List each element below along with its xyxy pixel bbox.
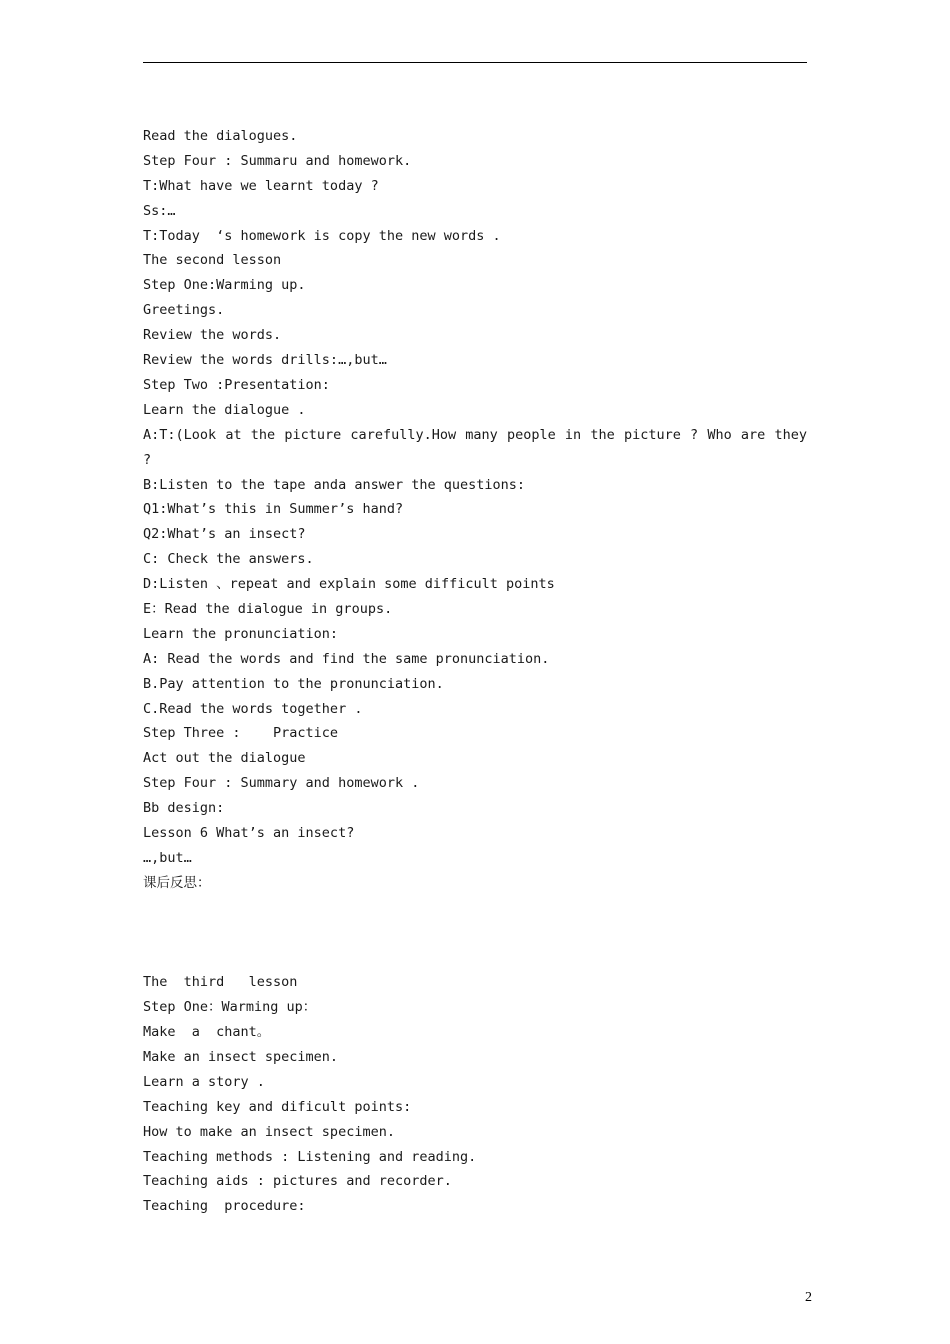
text-line: T:What have we learnt today ?: [143, 177, 379, 194]
text-line: Greetings.: [143, 302, 225, 319]
text-line: B:Listen to the tape anda answer the questions:: [143, 476, 526, 493]
text-line: A:T:(Look at the picture carefully.How many people in the picture ? Who are they ?: [143, 426, 807, 468]
text-line: Step Four : Summaru and homework.: [143, 152, 412, 169]
text-line: E：Read the dialogue in groups.: [143, 600, 393, 617]
text-line: C: Check the answers.: [143, 551, 314, 568]
text-line: Act out the dialogue: [143, 750, 306, 767]
text-line: Teaching key and dificult points:: [143, 1098, 412, 1115]
text-line: Ss:…: [143, 202, 176, 219]
text-line: B.Pay attention to the pronunciation.: [143, 675, 444, 692]
text-line: Q1:What’s this in Summer’s hand?: [143, 501, 404, 518]
text-line: Step Two :Presentation:: [143, 376, 330, 393]
text-line: T:Today ‘s homework is copy the new words .: [143, 227, 501, 244]
text-line: Review the words.: [143, 327, 282, 344]
text-line: Learn a story .: [143, 1073, 265, 1090]
text-line: Make an insect specimen.: [143, 1049, 339, 1065]
text-line: D:Listen 、repeat and explain some difficult points: [143, 576, 555, 593]
text-line: Teaching procedure:: [143, 1198, 306, 1215]
text-line: Learn the dialogue .: [143, 401, 306, 418]
text-line: 课后反思：: [143, 874, 211, 891]
blank-space: [143, 896, 807, 971]
text-line: Lesson 6 What’s an insect?: [143, 824, 355, 841]
page-number: 2: [805, 1290, 812, 1305]
text-line: The second lesson: [143, 252, 282, 269]
text-line: Make a chant。: [143, 1024, 271, 1041]
text-line: Bb design:: [143, 800, 225, 817]
text-line: How to make an insect specimen.: [143, 1123, 395, 1140]
text-line: Teaching aids : pictures and recorder.: [143, 1173, 452, 1190]
text-line: Read the dialogues.: [143, 128, 298, 144]
text-line: Step Three : Practice: [143, 725, 339, 742]
text-line: Step One:Warming up.: [143, 277, 306, 294]
body-text: [143, 124, 807, 1219]
text-line: Teaching methods : Listening and reading.: [143, 1148, 477, 1165]
text-line: Review the words drills:…,but…: [143, 352, 387, 369]
text-line: Q2:What’s an insect?: [143, 526, 306, 543]
text-line: The third lesson: [143, 974, 298, 991]
text-line: A: Read the words and find the same pronunciation.: [143, 650, 550, 667]
text-line: Step Four : Summary and homework .: [143, 775, 420, 792]
text-line: …,but…: [143, 849, 192, 866]
text-line: Learn the pronunciation:: [143, 625, 339, 642]
text-line: Step One：Warming up：: [143, 999, 317, 1016]
header-rule: [143, 62, 807, 63]
text-line: C.Read the words together .: [143, 700, 363, 717]
